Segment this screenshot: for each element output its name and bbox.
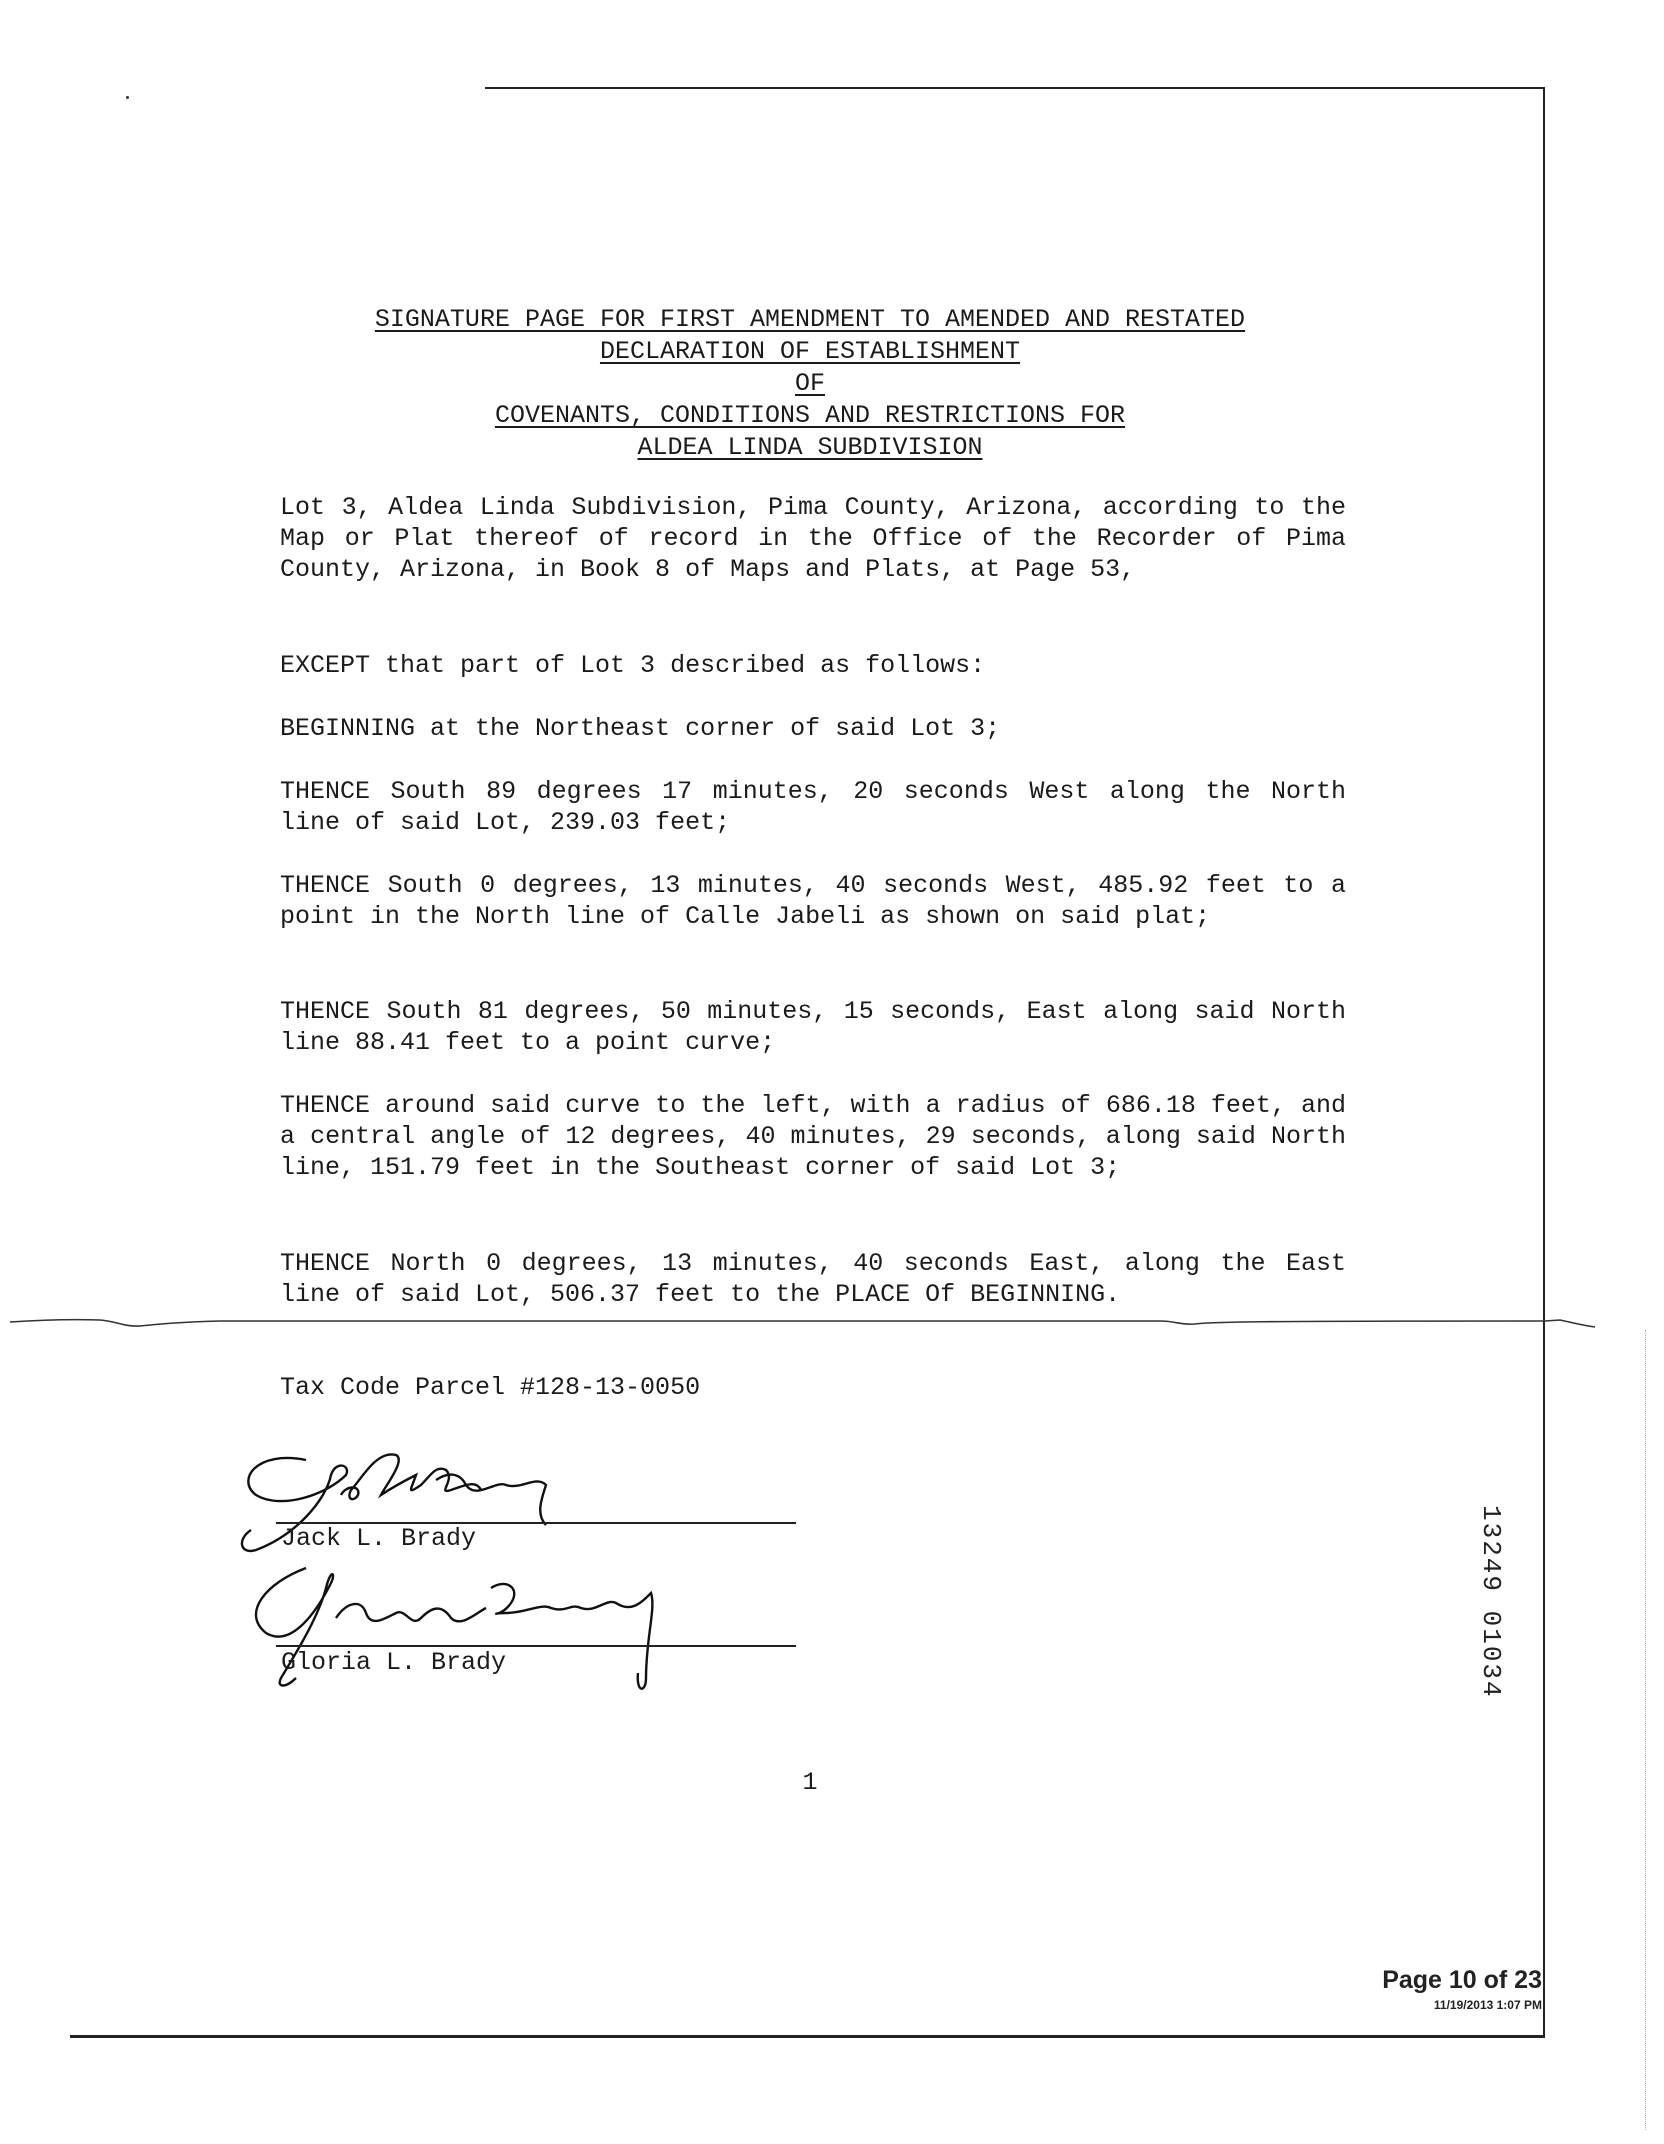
thence-paragraph-5: THENCE North 0 degrees, 13 minutes, 40 seconds East, along the East line of said Lot, 506.37 feet to the PLACE Of BEGINNING. [280, 1249, 1346, 1309]
recording-stamp [1468, 1505, 1528, 1795]
heading-line-5: ALDEA LINDA SUBDIVISION [637, 433, 983, 462]
signer-name-2: Gloria L. Brady [281, 1648, 507, 1677]
heading-line-4: COVENANTS, CONDITIONS AND RESTRICTIONS FOR [494, 401, 1126, 430]
footer-datetime: 11/19/2013 1:07 PM [1433, 1998, 1542, 2012]
scan-edge [1645, 1330, 1647, 2130]
beginning-paragraph: BEGINNING at the Northeast corner of said Lot 3; [280, 714, 1001, 743]
heading-line-3: OF [794, 369, 825, 398]
scan-speck [126, 96, 129, 99]
signature-block [236, 1440, 796, 1710]
recording-stamp-text: 13249 01034 [1476, 1505, 1506, 1699]
legal-description-paragraph: Lot 3, Aldea Linda Subdivision, Pima County, Arizona, according to the Map or Plat thereof of record in the Office of the Recorder of Pima County, Arizona, in Book 8 of Maps and Plats, at Page 53, [280, 493, 1346, 584]
signature-line-2 [276, 1645, 796, 1647]
signer-name-1: Jack L. Brady [281, 1524, 477, 1553]
except-paragraph: EXCEPT that part of Lot 3 described as follows: [280, 651, 986, 680]
document-heading [280, 304, 1340, 464]
heading-line-1: SIGNATURE PAGE FOR FIRST AMENDMENT TO AMENDED AND RESTATED [374, 305, 1246, 334]
thence-paragraph-4: THENCE around said curve to the left, with a radius of 686.18 feet, and a central angle of 12 degrees, 40 minutes, 29 seconds, along said North line, 151.79 feet in the Southeast corner of said Lot 3; [280, 1091, 1346, 1182]
page-number: 1 [802, 1768, 818, 1797]
frame-right-rule [1543, 88, 1545, 2038]
handwritten-signature-2 [236, 1558, 706, 1708]
thence-paragraph-2: THENCE South 0 degrees, 13 minutes, 40 seconds West, 485.92 feet to a point in the North line of Calle Jabeli as shown on said plat; [280, 871, 1346, 931]
tax-code-parcel: Tax Code Parcel #128-13-0050 [280, 1373, 701, 1402]
thence-paragraph-3: THENCE South 81 degrees, 50 minutes, 15 seconds, East along said North line 88.41 feet to a point curve; [280, 997, 1346, 1057]
frame-top-rule [485, 87, 1545, 89]
thence-paragraph-1: THENCE South 89 degrees 17 minutes, 20 seconds West along the North line of said Lot, 239.03 feet; [280, 777, 1346, 837]
heading-line-2: DECLARATION OF ESTABLISHMENT [599, 337, 1021, 366]
footer-page-count: Page 10 of 23 [1382, 1966, 1542, 1994]
frame-bottom-rule [70, 2035, 1545, 2038]
